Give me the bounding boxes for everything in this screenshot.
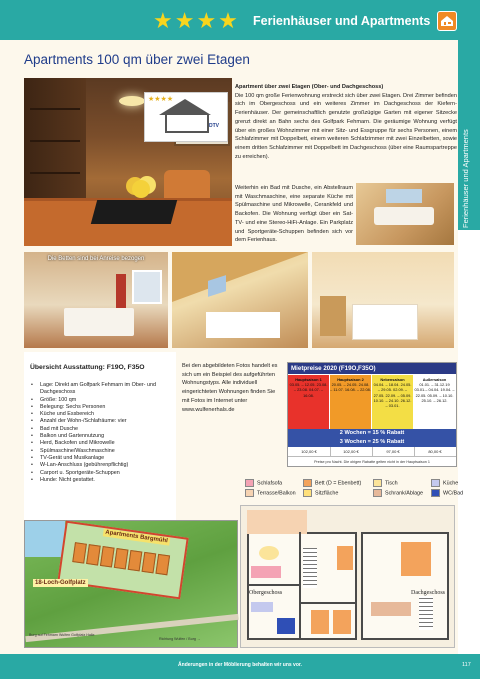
sink — [374, 207, 434, 225]
kitchen — [251, 602, 273, 612]
rating-stars: ★★★★ — [153, 8, 240, 33]
balcony — [247, 510, 307, 534]
legend-item — [373, 479, 398, 487]
window — [132, 270, 162, 304]
discount-three-weeks: 3 Wochen = 25 % Rabatt — [339, 438, 405, 445]
legend-item — [303, 479, 361, 487]
sofa-bed — [251, 566, 281, 578]
legend-item — [245, 479, 282, 487]
season-dates: 04.04. – 18.04. 24.05. – 29.05. 02.09. – 27.05. 22.09. – 05.09. 10.10. – 24.10. 26.12. – 03.01. — [373, 382, 412, 409]
site-map — [24, 520, 238, 648]
list-item: • Carport u. Sportgeräte-Schuppen — [30, 470, 174, 477]
bedroom-photo-3 — [312, 252, 454, 348]
discount-two-weeks: 2 Wochen = 15 % Rabatt — [339, 430, 405, 436]
map-label-apartments: Apartments Bargmühl — [103, 528, 170, 545]
price-ns: 97,00 € — [372, 447, 415, 456]
bathroom-photo — [356, 183, 454, 245]
list-item: • Hunde: Nicht gestattet. — [30, 477, 174, 484]
bed — [206, 312, 280, 338]
water-area — [25, 521, 65, 557]
season-dates: 20.05. – 24.05. 24.08. – 11.07. 16.08. – 22.08. — [330, 382, 371, 393]
house-icon — [437, 11, 457, 31]
price-table-title: Mietpreise 2020 (F19O,F35O) — [288, 363, 456, 374]
list-item: • Spülmaschine/Waschmaschine — [30, 448, 174, 455]
price-hs2: 102,00 € — [330, 447, 373, 456]
map-label-golf: 18-Loch-Golfplatz — [35, 580, 86, 586]
price-table — [287, 362, 457, 467]
sloped-ceiling — [172, 252, 308, 302]
price-as: 80,00 € — [428, 449, 442, 454]
season-dates: 01.01. – 31.12.19 03.01.– 04.04. 19.04. – 22.05. 05.09. – 10.10. 25.10. – 26.12. — [414, 382, 455, 403]
list-item: • Balkon und Gartennutzung — [30, 433, 174, 440]
price-hs1: 102,00 € — [288, 447, 331, 456]
season-name: Nebensaison — [380, 377, 405, 382]
bedroom-photo-1 — [24, 252, 168, 348]
legend-label: Sitzfläche — [315, 490, 339, 497]
legend-item — [431, 489, 463, 497]
staircase — [419, 596, 433, 630]
footer-note: Änderungen in der Möblierung behalten wir uns vor. — [178, 662, 302, 668]
house-marker — [128, 550, 143, 571]
header-bar — [0, 0, 480, 40]
season-cell-as — [414, 375, 455, 429]
list-item: • Anzahl der Wohn-/Schlafräume: vier — [30, 418, 174, 425]
amenities-list — [30, 382, 174, 484]
coffee-table — [91, 200, 177, 224]
list-item: • Lage: Direkt am Golfpark Fehmarn im Ober- und Dachgeschoss — [30, 382, 174, 397]
legend-label: Schlafsofa — [257, 480, 283, 487]
house-marker — [142, 552, 157, 573]
season-dates: 03.05. – 12.05. 23.08. – 23.08. 04.07. – 16.08. — [289, 382, 328, 398]
season-cell-hs1 — [288, 375, 329, 429]
legend-label: Terrasse/Balkon — [257, 490, 296, 497]
legend-item — [373, 489, 423, 497]
section-title: Ferienhäuser und Apartments — [253, 14, 431, 28]
badge-house-wall — [165, 115, 209, 133]
list-item: • Größe: 100 qm — [30, 397, 174, 404]
house-marker — [72, 542, 87, 563]
list-item: • Küche und Essbereich — [30, 411, 174, 418]
list-item: • W-Lan-Anschluss (gebührenpflichtig) — [30, 462, 174, 469]
amenities-title: Übersicht Ausstattung: F19O, F35O — [30, 364, 145, 371]
season-cell-hs2 — [330, 375, 371, 429]
house-marker — [100, 546, 115, 567]
side-tab-label: Ferienhäuser und Apartments — [461, 129, 470, 228]
badge-house-roof — [159, 99, 211, 115]
list-item: • Belegung: Sechs Personen — [30, 404, 174, 411]
floor-plan — [240, 505, 455, 648]
shelf — [320, 296, 346, 336]
list-item: • Bad mit Dusche — [30, 426, 174, 433]
badge-mark: DTV — [209, 123, 219, 129]
dtv-classification-badge — [144, 92, 228, 142]
flower-vase — [132, 180, 150, 198]
legend-item — [303, 489, 338, 497]
list-item: • TV-Gerät und Musikanlage — [30, 455, 174, 462]
bathroom — [277, 618, 295, 634]
road — [25, 614, 238, 642]
legend-item — [245, 489, 296, 497]
legend-item — [431, 479, 458, 487]
photo-disclaimer: Bei den abgebildeten Fotos handelt es sich um ein Beispiel des aufgeführten Wohnungstyps. Alle individuell eingerichteten Wohnungen finden Sie mit Fotos im Internet unter www.wulfenerhals.de — [182, 363, 278, 413]
legend-label: WC/Bad — [443, 490, 464, 497]
list-item: • Herd, Backofen und Mikrowelle — [30, 440, 174, 447]
map-direction-text: Richtung Wulfen / Burg → — [159, 637, 201, 641]
description-block — [235, 83, 457, 161]
bed — [333, 610, 351, 634]
season-cell-ns — [372, 375, 413, 429]
ceiling-lamp — [119, 96, 145, 106]
season-name: Hauptsaison 2 — [337, 377, 364, 382]
bedroom-photo-2 — [172, 252, 308, 348]
bed — [352, 304, 418, 340]
amenities-box — [24, 352, 176, 520]
season-name: Hauptsaison 1 — [295, 377, 322, 382]
map-road-text: Burg auf Fehmarn Wulfen Golfplatz Halle — [29, 633, 95, 637]
legend-label: Schrank/Ablage — [385, 490, 424, 497]
house-marker — [114, 548, 129, 569]
bed — [64, 308, 134, 336]
description-heading: Apartment über zwei Etagen (Ober- und Dachgeschoss) — [235, 84, 384, 90]
floor-label-og: Obergeschoss — [249, 590, 283, 596]
mirror — [386, 189, 422, 203]
interior-wall — [299, 532, 301, 640]
floorplan-legend — [245, 479, 464, 501]
dining-table — [259, 546, 279, 560]
price-note: Preise pro Nacht. Die obigen Rabatte gelten nicht in der Hauptsaison 1 — [288, 456, 456, 467]
legend-label: Küche — [443, 480, 459, 487]
page-title: Apartments 100 qm über zwei Etagen — [24, 52, 250, 67]
season-name: Außersaison — [422, 377, 447, 382]
page-number: 117 — [462, 662, 471, 668]
bed — [311, 610, 329, 634]
bed — [337, 546, 353, 570]
description-body: Die 100 qm große Ferienwohnung erstreckt sich über zwei Etagen. Drei Zimmer befinden sich im Obergeschoss und ein weiteres Zimmer im Dachgeschoss der Kiefern-Ferienhäuser. Der gemeinschaftlich genutzte großzügige Garten mit eigener Sitzecke grenzt direkt an Bahn sechs des Golfpark Fehmarn. Die geräumige Wohnung verfügt über ein großes Wohnzimmer mit einer Sitz- und Essgruppe für sechs Personen, einem Schlafzimmer mit Doppelbett, einem weiteren Schlafzimmer mit zwei Einzelbetten, sowie einem dritten Schlafzimmer mit Doppelbett im Dachgeschoss (über eine Raumspartreppe zu erreichen). — [235, 92, 457, 160]
interior-wall — [301, 602, 357, 604]
legend-label: Bett (D = Ebenbett) — [315, 480, 362, 487]
badge-stars: ★★★★ — [148, 96, 174, 103]
discount-banner — [288, 429, 456, 447]
legend-label: Tisch — [385, 480, 398, 487]
bed — [401, 542, 431, 576]
staircase — [303, 548, 317, 588]
description-continued: Weiterhin ein Bad mit Dusche, ein Abstellraum mit Waschmaschine, eine separate Küche mit Spülmaschine und Mikrowelle, Cerankfeld und Backofen. Die Wohnung verfügt über ein Sat-TV- und eine Stereo-HiFi-Anlage. Ein Parkplatz und Sportgeräte-Schuppen befinden sich vor dem Ferienhaus. — [235, 185, 353, 244]
floor-label-dg: Dachgeschoss — [411, 590, 445, 596]
house-marker — [86, 544, 101, 565]
photo-caption: Die Betten sind bei Anreise bezogen — [47, 256, 145, 262]
footer-bar — [0, 654, 480, 679]
house-marker — [155, 554, 170, 575]
interior-wall — [247, 584, 299, 586]
storage — [371, 602, 411, 616]
